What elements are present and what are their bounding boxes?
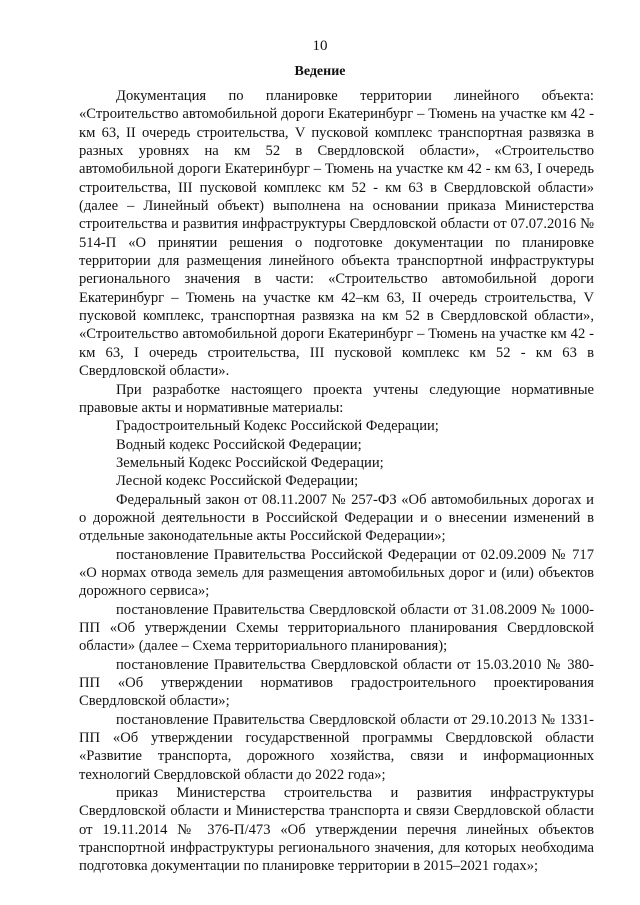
paragraph-postanovlenie-1000: постановление Правительства Свердловской области от 31.08.2009 № 1000-ПП «Об утверждении Схемы территориального планирования Свердловской области» (далее – Схема территориального планирования);: [79, 601, 594, 655]
paragraph-gradostroitelny-kodeks: Градостроительный Кодекс Российской Федерации;: [116, 418, 439, 435]
paragraph-postanovlenie-1331: постановление Правительства Свердловской области от 29.10.2013 № 1331-ПП «Об утверждении государственной программы Свердловской области «Развитие транспорта, дорожного хозяйства, связи и информационных технологий Свердловской области до 2022 года»;: [79, 711, 594, 783]
paragraph-zemelny-kodeks: Земельный Кодекс Российской Федерации;: [116, 454, 384, 471]
paragraph-intro: Документация по планировке территории линейного объекта: «Строительство автомобильной дороги Екатеринбург – Тюмень на участке км 42 - км 63, II очередь строительства, V пусковой комплекс транспортная развязка в разных уровнях на км 52 в Свердловской области», «Строительство автомобильной дороги Екатеринбург – Тюмень на участке км 42 - км 63, I очередь строительства, III пусковой комплекс км 52 - км 63 в Свердловской области» (далее – Линейный объект) выполнена на основании приказа Министерства строительства и развития инфраструктуры Свердловской области от 07.07.2016 № 514-П «О принятии решения о подготовке документации по планировке территории для размещения линейного объекта транспортной инфраструктуры регионального значения в части: «Строительство автомобильной дороги Екатеринбург – Тюмень на участке км 42–км 63, II очередь строительства, V пусковой комплекс, транспортная развязка на км 52 в Свердловской области», «Строительство автомобильной дороги Екатеринбург – Тюмень на участке км 42 - км 63, I очередь строительства, III пусковой комплекс км 52 - км 63 в Свердловской области».: [79, 88, 594, 380]
paragraph-lesnoy-kodeks: Лесной кодекс Российской Федерации;: [116, 473, 359, 490]
paragraph-postanovlenie-380: постановление Правительства Свердловской области от 15.03.2010 № 380-ПП «Об утверждении нормативов градостроительного проектирования Свердловской области»;: [79, 656, 594, 710]
body-text: [79, 87, 594, 876]
paragraph-normative-intro: При разработке настоящего проекта учтены следующие нормативные правовые акты и нормативные материалы:: [79, 381, 594, 416]
page-number: 10: [312, 38, 328, 54]
section-heading: Ведение: [294, 64, 346, 79]
paragraph-vodny-kodeks: Водный кодекс Российской Федерации;: [116, 436, 362, 453]
paragraph-prikaz-376: приказ Министерства строительства и развития инфраструктуры Свердловской области и Министерства транспорта и связи Свердловской области от 19.11.2014 № 376-П/473 «Об утверждении перечня линейных объектов транспортной инфраструктуры регионального значения, для которых необходима подготовка документации по планировке территории в 2015–2021 годах»;: [79, 785, 594, 875]
paragraph-federal-law-257: Федеральный закон от 08.11.2007 № 257-ФЗ «Об автомобильных дорогах и о дорожной деятельности в Российской Федерации и о внесении изменений в отдельные законодательные акты Российской Федерации»;: [79, 491, 594, 545]
paragraph-postanovlenie-717: постановление Правительства Российской Федерации от 02.09.2009 № 717 «О нормах отвода земель для размещения автомобильных дорог и (или) объектов дорожного сервиса»;: [79, 546, 594, 600]
